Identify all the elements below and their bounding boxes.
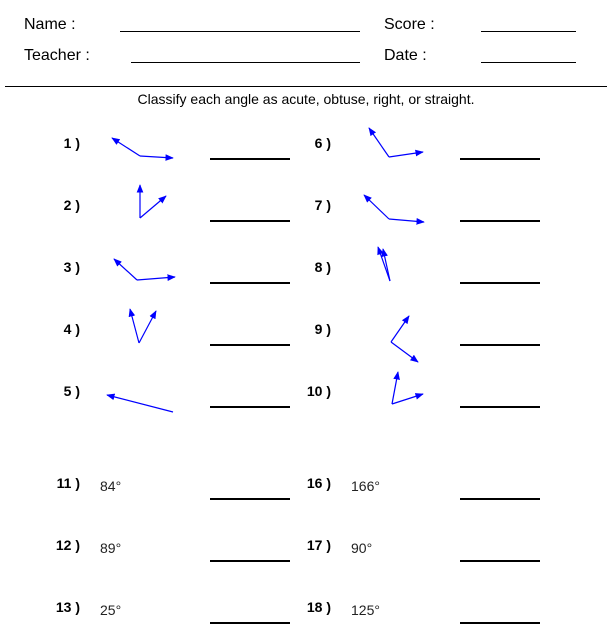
question-number: 12 )	[55, 537, 80, 553]
angle-figure-4	[130, 309, 156, 343]
angle-figure-8	[378, 247, 390, 281]
question-number: 17 )	[306, 537, 331, 553]
teacher-label: Teacher :	[24, 47, 90, 64]
angle-figure-1	[112, 138, 173, 158]
question-number: 4 )	[63, 321, 80, 337]
question-number: 16 )	[306, 475, 331, 491]
angle-degree-value: 125°	[351, 602, 380, 618]
angle-figure-10	[392, 372, 423, 404]
question-number: 6 )	[314, 135, 331, 151]
instructions: Classify each angle as acute, obtuse, right, or straight.	[137, 91, 475, 107]
angle-figure-7	[364, 195, 424, 222]
question-number: 3 )	[63, 259, 80, 275]
question-number: 2 )	[63, 197, 80, 213]
angle-degree-value: 89°	[100, 540, 122, 556]
question-number: 8 )	[314, 259, 331, 275]
question-number: 1 )	[63, 135, 80, 151]
question-number: 13 )	[55, 599, 80, 615]
angle-degree-value: 90°	[351, 540, 373, 556]
question-number: 5 )	[63, 383, 80, 399]
question-number: 9 )	[314, 321, 331, 337]
angle-figure-6	[369, 128, 423, 157]
score-label: Score :	[384, 16, 435, 33]
angle-figure-5	[107, 395, 173, 412]
question-number: 10 )	[306, 383, 331, 399]
name-label: Name :	[24, 16, 76, 33]
question-number: 7 )	[314, 197, 331, 213]
angle-figure-3	[114, 259, 175, 280]
date-label: Date :	[384, 47, 427, 64]
question-number: 18 )	[306, 599, 331, 615]
angle-degree-value: 84°	[100, 478, 122, 494]
angle-figure-9	[391, 316, 418, 362]
angle-degree-value: 25°	[100, 602, 122, 618]
question-number: 11 )	[56, 475, 80, 491]
angle-degree-value: 166°	[351, 478, 380, 494]
angle-figure-2	[140, 185, 166, 218]
